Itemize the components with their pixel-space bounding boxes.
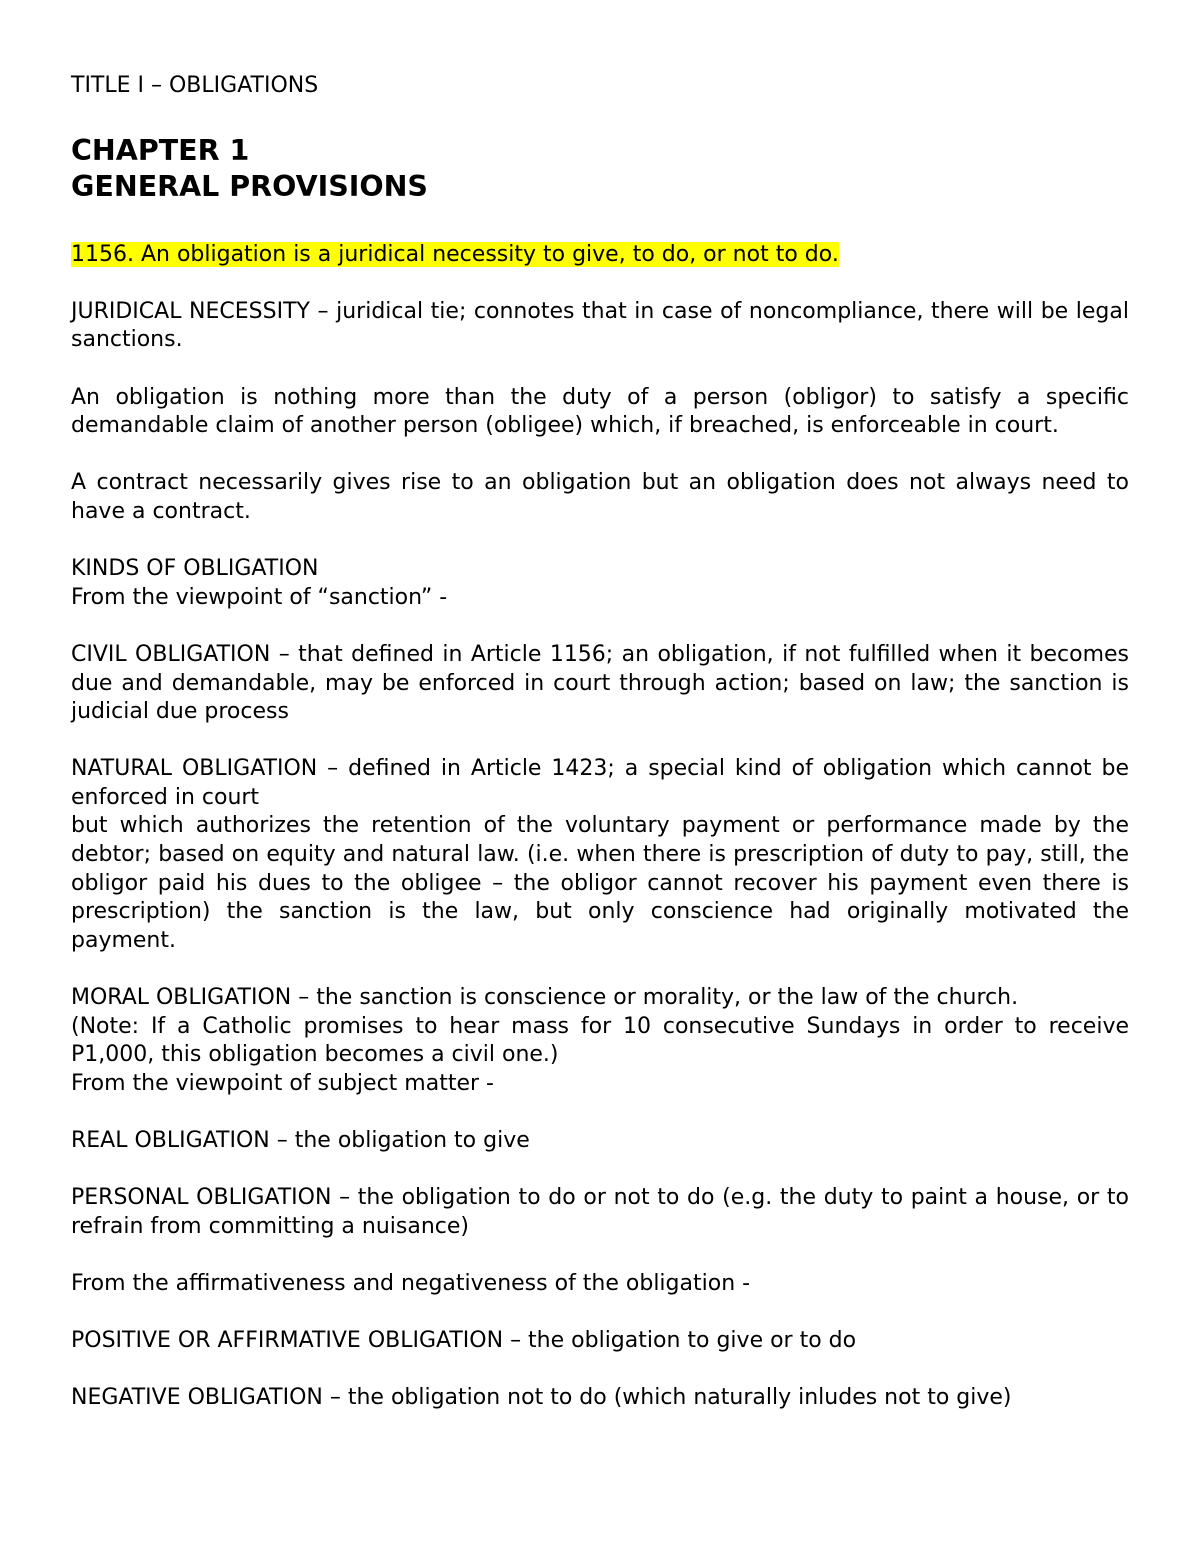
obligation-definition-paragraph: An obligation is nothing more than the duty of a person (obligor) to satisfy a specific demandable claim of another person (obligee) which, if breached, is enforceable in court.: [71, 384, 1129, 439]
article-1156: [71, 241, 1129, 270]
civil-obligation-paragraph: CIVIL OBLIGATION – that defined in Article 1156; an obligation, if not fulfilled when it becomes due and demandable, may be enforced in court through action; based on law; the sanction is judicial due process: [71, 641, 1129, 725]
positive-obligation-paragraph: POSITIVE OR AFFIRMATIVE OBLIGATION – the obligation to give or to do: [71, 1328, 857, 1354]
document-page: [71, 72, 1129, 1413]
viewpoint-affirmative: From the affirmativeness and negativeness of the obligation -: [71, 1270, 751, 1296]
viewpoint-subject: From the viewpoint of subject matter -: [71, 1070, 494, 1096]
chapter-number: CHAPTER 1: [71, 133, 250, 167]
natural-obligation-paragraph: NATURAL OBLIGATION – defined in Article 1423; a special kind of obligation which cannot be enforced in court: [71, 756, 1129, 810]
document-title: TITLE I – OBLIGATIONS: [71, 73, 319, 98]
natural-obligation-continuation: but which authorizes the retention of the voluntary payment or performance made by the debtor; based on equity and natural law. (i.e. when there is prescription of duty to pay, still, the obligor paid his dues to the obligee – the obligor cannot recover his payment even there is prescription) the sanction is the law, but only conscience had originally motivated the payment.: [71, 813, 1129, 953]
kinds-heading: KINDS OF OBLIGATION: [71, 556, 319, 582]
real-obligation-paragraph: REAL OBLIGATION – the obligation to give: [71, 1128, 530, 1153]
personal-obligation-paragraph: PERSONAL OBLIGATION – the obligation to do or not to do (e.g. the duty to paint a house, or to refrain from committing a nuisance): [71, 1185, 1129, 1239]
contract-note-paragraph: A contract necessarily gives rise to an obligation but an obligation does not always need to have a contract.: [71, 470, 1129, 524]
article-1156-highlight: 1156. An obligation is a juridical necessity to give, to do, or not to do.: [71, 241, 839, 267]
chapter-title: GENERAL PROVISIONS: [71, 169, 428, 203]
viewpoint-sanction: From the viewpoint of “sanction” -: [71, 584, 448, 610]
juridical-necessity-paragraph: JURIDICAL NECESSITY – juridical tie; connotes that in case of noncompliance, there will be legal sanctions.: [71, 298, 1129, 353]
negative-obligation-paragraph: NEGATIVE OBLIGATION – the obligation not to do (which naturally inludes not to give): [71, 1385, 1012, 1411]
moral-obligation-paragraph: MORAL OBLIGATION – the sanction is conscience or morality, or the law of the church.: [71, 985, 1019, 1011]
moral-obligation-note: (Note: If a Catholic promises to hear mass for 10 consecutive Sundays in order to receive P1,000, this obligation becomes a civil one.): [71, 1013, 1129, 1068]
